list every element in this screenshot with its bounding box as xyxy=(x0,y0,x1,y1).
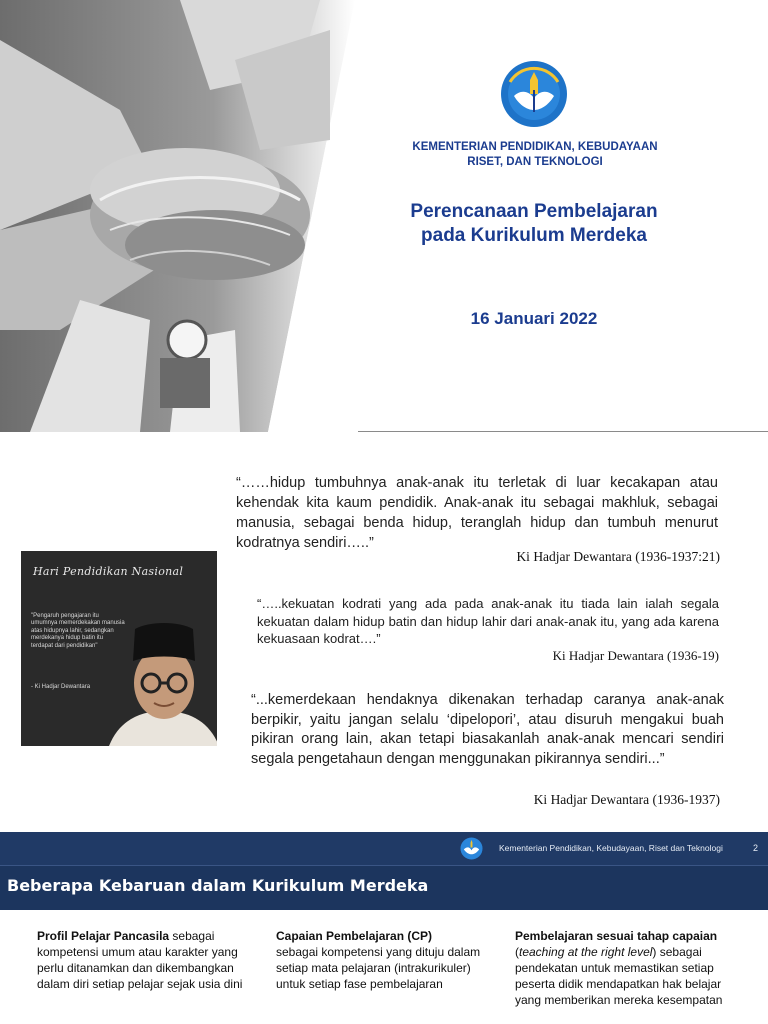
column-1-body: sebagai kompetensi umum atau karakter yang perlu ditanamkan dan dikembangkan dalam diri setiap pelajar sejak usia dini xyxy=(37,929,243,991)
ki-hadjar-portrait-image xyxy=(109,611,217,746)
quote-3: “...kemerdekaan hendaknya dikenakan terhadap caranya anak-anak berpikir, yaitu jangan selalu ‘dipelopori’, atau disuruh mengakui buah pikiran orang lain, akan tetapi biasakanlah anak-anak mencari sendiri segala pengetahaun dengan menggunakan pikirannya sendiri...” xyxy=(251,692,724,767)
quote-1-attribution: Ki Hadjar Dewantara (1936-1937:21) xyxy=(516,549,720,564)
title-slide xyxy=(0,0,768,432)
ministry-name-line2: RISET, DAN TEKNOLOGI xyxy=(467,156,603,168)
slide-header-bar xyxy=(0,832,768,865)
portrait-card-quote: "Pengaruh pengajaran itu umumnya memerdekakan manusia atas hidupnya lahir, sedangkan merdekanya hidup batin itu terdapat dari pendidikan" xyxy=(31,613,125,649)
ministry-name-line1: KEMENTERIAN PENDIDIKAN, KEBUDAYAAN xyxy=(412,141,658,153)
quote-1: “……hidup tumbuhnya anak-anak itu terletak di luar kecakapan atau kehendak kita kaum pendidik. Anak-anak itu sebagai makhluk, sebagai manusia, sebagai benda hidup, teranglah hidup dan tumbuh menurut kodratnya sendiri…..” xyxy=(236,475,718,551)
ministry-logo xyxy=(500,60,568,128)
quote-3-attribution: Ki Hadjar Dewantara (1936-1937) xyxy=(533,792,720,807)
column-pembelajaran-tahap xyxy=(515,928,740,1008)
quote-2: “…..kekuatan kodrati yang ada pada anak-anak itu tiada lain ialah segala kekuatan dalam hidup batin dan hidup lahir dari anak-anak itu, yang ada karena kekuasaan kodrat….” xyxy=(257,596,719,646)
portrait-card-author: - Ki Hadjar Dewantara xyxy=(31,684,91,690)
slide-divider xyxy=(358,431,768,432)
presentation-date: 16 Januari 2022 xyxy=(470,309,598,328)
header-ministry-text: Kementerian Pendidikan, Kebudayaan, Riset dan Teknologi xyxy=(499,843,723,853)
ministry-name xyxy=(380,140,690,170)
portrait-card-title: Hari Pendidikan Nasional xyxy=(33,565,184,578)
page-number: 2 xyxy=(753,843,759,853)
column-1-heading: Profil Pelajar Pancasila xyxy=(37,929,170,943)
section-title-bar xyxy=(0,865,768,910)
title-line1: Perencanaan Pembelajaran xyxy=(410,201,658,222)
column-2-body: sebagai kompetensi yang dituju dalam setiap mata pelajaran (intrakurikuler) untuk setiap fase pembelajaran xyxy=(276,945,481,991)
stacked-hands-photo xyxy=(0,0,360,432)
ministry-logo-small xyxy=(460,837,483,860)
quote-2-attribution: Ki Hadjar Dewantara (1936-19) xyxy=(552,648,719,663)
title-line2: pada Kurikulum Merdeka xyxy=(421,225,647,246)
ki-hadjar-portrait-card xyxy=(21,551,217,746)
presentation-title xyxy=(360,200,708,248)
column-2-heading: Capaian Pembelajaran (CP) xyxy=(276,929,433,943)
column-capaian-pembelajaran xyxy=(276,928,486,992)
column-profil-pelajar xyxy=(37,928,247,992)
column-3-body-italic: teaching at the right level xyxy=(519,945,653,959)
section-title: Beberapa Kebaruan dalam Kurikulum Merdeka xyxy=(7,876,429,895)
quotes-slide xyxy=(0,433,768,832)
kurikulum-slide xyxy=(0,832,768,1024)
column-3-heading: Pembelajaran sesuai tahap capaian xyxy=(515,929,718,943)
column-3-body-pre: ( xyxy=(515,945,519,959)
column-3-body-post: ) sebagai pendekatan untuk memastikan setiap peserta didik mendapatkan hak belajar yang memberikan mereka kesempatan xyxy=(515,945,723,1007)
